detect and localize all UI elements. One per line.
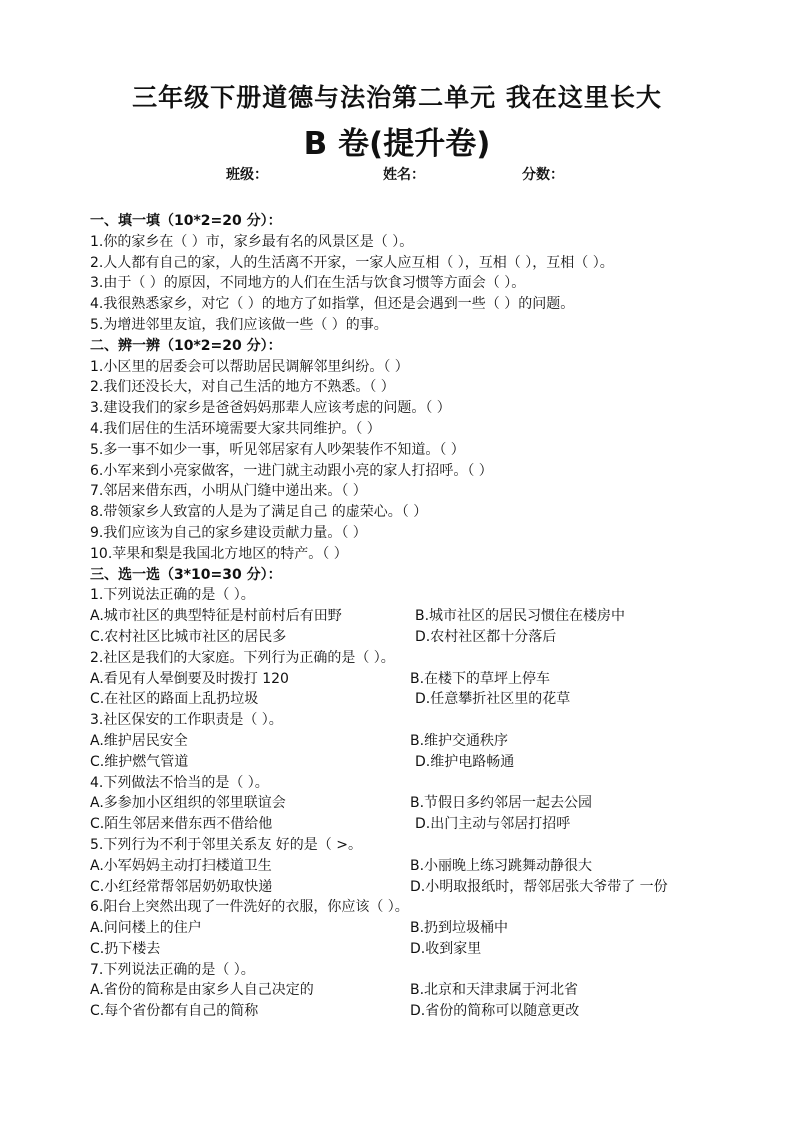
score-label: 分数： (522, 167, 564, 183)
choice-option-a: A.省份的简称是由家乡人自己决定的 (90, 982, 314, 999)
choice-option-b: B.小丽晚上练习跳舞动静很大 (410, 857, 593, 874)
choice-option-d: D.出门主动与邻居打招呼 (415, 816, 571, 833)
choice-question-6-stem: 6.阳台上突然出现了一件洗好的衣服，你应该（ ）。 (90, 899, 409, 916)
judge-question-8: 8.带领家乡人致富的人是为了满足自己 的虚荣心。（ ） (90, 504, 428, 521)
name-label: 姓名： (383, 167, 425, 183)
choice-question-4-row-cd (90, 814, 710, 835)
judge-question-4: 4.我们居住的生活环境需要大家共同维护。（ ） (90, 420, 381, 437)
choice-option-a: A.看见有人晕倒要及时拨打 120 (90, 670, 289, 687)
fill-question-5: 5.为增进邻里友谊，我们应该做一些（ ）的事。 (90, 316, 388, 333)
choice-option-c: C.每个省份都有自己的简称 (90, 1003, 259, 1020)
choice-option-a: A.城市社区的典型特征是村前村后有田野 (90, 608, 342, 625)
judge-question-5: 5.多一事不如少一事，听见邻居家有人吵架装作不知道。（ ） (90, 441, 465, 458)
choice-option-c: C.小红经常帮邻居奶奶取快递 (90, 878, 273, 895)
page-title: 三年级下册道德与法治第二单元 我在这里长大 (132, 83, 662, 112)
fill-question-1: 1.你的家乡在（ ）市，家乡最有名的风景区是（ ）。 (90, 233, 414, 250)
judge-question-10: 10.苹果和梨是我国北方地区的特产。（ ） (90, 545, 348, 562)
judge-question-3: 3.建设我们的家乡是爸爸妈妈那辈人应该考虑的问题。（ ） (90, 400, 451, 417)
choice-question-2-row-ab (90, 669, 710, 690)
choice-question-1-row-ab (90, 606, 710, 627)
choice-question-4-row-ab (90, 793, 710, 814)
choice-option-a: A.小军妈妈主动打扫楼道卫生 (90, 857, 272, 874)
choice-question-1-stem: 1.下列说法正确的是（ ）。 (90, 587, 255, 604)
choice-question-2-stem: 2.社区是我们的大家庭。下列行为正确的是（ ）。 (90, 649, 395, 666)
choice-question-5-stem: 5.下列行为不利于邻里关系友 好的是（ >。 (90, 836, 362, 853)
choice-option-d: D.省份的简称可以随意更改 (410, 1003, 580, 1020)
choice-option-d: D.小明取报纸时，帮邻居张大爷带了 一份 (410, 878, 668, 895)
choice-option-d: D.任意攀折社区里的花草 (415, 691, 571, 708)
worksheet-content (90, 211, 710, 1022)
choice-option-c: C.维护燃气管道 (90, 753, 189, 770)
choice-question-4-stem: 4.下列做法不恰当的是（ ）。 (90, 774, 269, 791)
choice-question-5-row-ab (90, 856, 710, 877)
page-subtitle: B 卷(提升卷) (303, 126, 491, 162)
choice-option-b: B.在楼下的草坪上停车 (410, 670, 551, 687)
choice-question-7-stem: 7.下列说法正确的是（ ）。 (90, 961, 255, 978)
fill-question-2: 2.人人都有自己的家，人的生活离不开家，一家人应互相（ ），互相（ ），互相（ ）。 (90, 254, 614, 271)
choice-question-7-row-ab (90, 980, 710, 1001)
choice-question-5-row-cd (90, 877, 710, 898)
class-label: 班级： (226, 167, 268, 183)
choice-question-1-row-cd (90, 627, 710, 648)
choice-option-a: A.问问楼上的住户 (90, 920, 202, 937)
choice-question-3-row-cd (90, 752, 710, 773)
section-heading-judge: 二、辨一辨（10*2=20 分）： (90, 337, 282, 354)
choice-option-d: D.农村社区都十分落后 (415, 628, 557, 645)
choice-option-c: C.农村社区比城市社区的居民多 (90, 628, 287, 645)
judge-question-6: 6.小军来到小亮家做客，一进门就主动跟小亮的家人打招呼。（ ） (90, 462, 493, 479)
judge-question-1: 1.小区里的居委会可以帮助居民调解邻里纠纷。（ ） (90, 358, 409, 375)
judge-question-2: 2.我们还没长大，对自己生活的地方不熟悉。（ ） (90, 379, 395, 396)
fill-question-4: 4.我很熟悉家乡，对它（ ）的地方了如指掌，但还是会遇到一些（ ）的问题。 (90, 296, 575, 313)
choice-option-b: B.节假日多约邻居一起去公园 (410, 795, 593, 812)
choice-option-c: C.在社区的路面上乱扔垃圾 (90, 691, 259, 708)
choice-question-3-stem: 3.社区保安的工作职责是（ ）。 (90, 712, 283, 729)
choice-option-b: B.北京和天津隶属于河北省 (410, 982, 579, 999)
choice-option-c: C.陌生邻居来借东西不借给他 (90, 816, 273, 833)
choice-question-3-row-ab (90, 731, 710, 752)
section-heading-choice: 三、选一选（3*10=30 分）： (90, 566, 282, 583)
choice-question-6-row-cd (90, 939, 710, 960)
section-heading-fill: 一、填一填（10*2=20 分）： (90, 213, 282, 229)
choice-option-a: A.维护居民安全 (90, 732, 188, 749)
choice-option-b: B.城市社区的居民习惯住在楼房中 (415, 608, 626, 625)
choice-option-d: D.收到家里 (410, 940, 482, 957)
choice-option-c: C.扔下楼去 (90, 940, 161, 957)
fill-question-3: 3.由于（ ）的原因，不同地方的人们在生活与饮食习惯等方面会（ ）。 (90, 275, 526, 292)
choice-option-b: B.维护交通秩序 (410, 732, 509, 749)
choice-question-2-row-cd (90, 689, 710, 710)
choice-question-7-row-cd (90, 1001, 710, 1022)
choice-option-d: D.维护电路畅通 (415, 753, 515, 770)
choice-option-a: A.多参加小区组织的邻里联谊会 (90, 795, 286, 812)
judge-question-9: 9.我们应该为自己的家乡建设贡献力量。（ ） (90, 524, 367, 541)
choice-question-6-row-ab (90, 918, 710, 939)
choice-option-b: B.扔到垃圾桶中 (410, 920, 509, 937)
judge-question-7: 7.邻居来借东西，小明从门缝中递出来。（ ） (90, 483, 367, 500)
